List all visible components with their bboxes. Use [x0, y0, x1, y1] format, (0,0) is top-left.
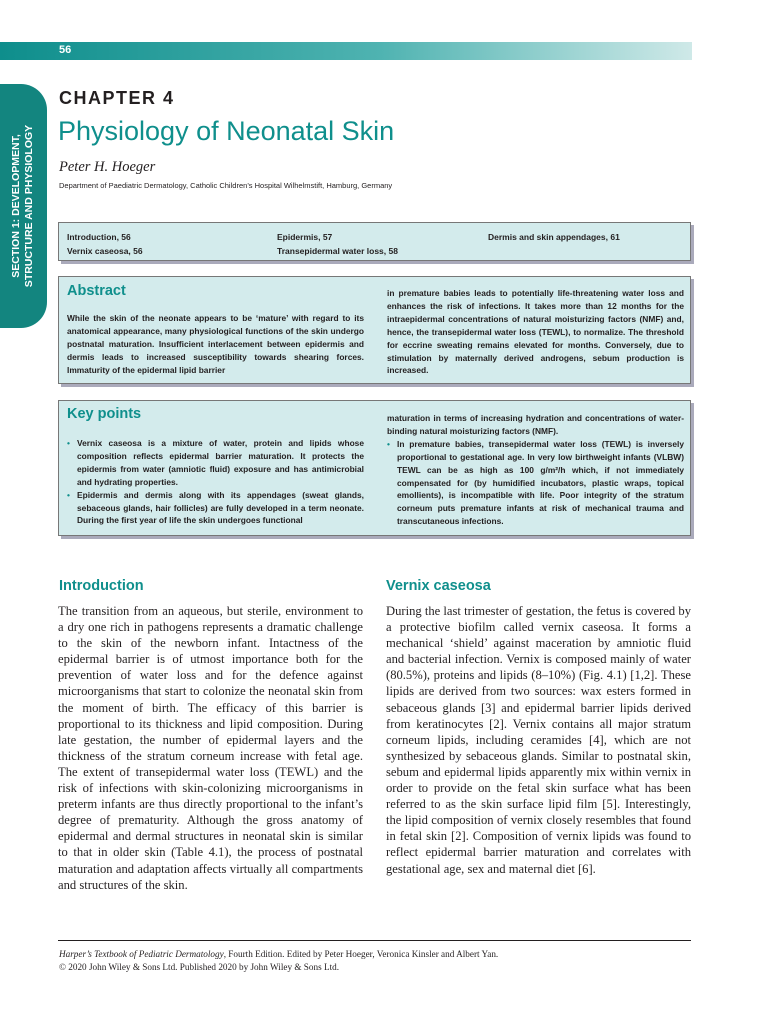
contents-column-2 [277, 230, 398, 258]
abstract-text-right: in premature babies leads to potentially life-threatening water loss and enhances the risk of infections. It takes more than 12 months for the intraepidermal concentrations of natural moisturizing factors (NMF) and, hence, the transepidermal water loss (TEWL), to normalize. The threshold for eccrine sweating remains elevated for months. Conversely, due to stimulation by maternally derived androgens, sebum production is increased. [387, 288, 684, 376]
introduction-text: The transition from an aqueous, but sterile, environment to a dry one rich in pathogens represents a dramatic challenge to the skin of the newborn infant. Intactness of the epidermal barrier is of utmost importance both for the prevention of water loss and for the defence against microorganisms that start to colonize the neonatal skin from the moment of birth. The efficacy of this barrier is proportional to its thickness and lipid composition. During late gestation, the number of epidermal layers and the thickness of the stratum corneum increase with fetal age. The extent of transepidermal water loss (TEWL) and the risk of infections with skin-colonizing microorganisms in preterm infants are thus directly proportional to the infant’s degree of prematurity. Although the gross anatomy of epidermal and dermal structures in neonatal skin is similar to that in older skin (Table 4.1), the process of postnatal maturation and adaptation affects virtually all compartments and structures of the skin. [58, 604, 363, 892]
contents-link-vernix[interactable]: Vernix caseosa, 56 [67, 246, 143, 256]
chapter-contents-box [58, 222, 691, 261]
contents-link-tewl[interactable]: Transepidermal water loss, 58 [277, 246, 398, 256]
key-points-box [58, 400, 691, 536]
header-bar [0, 42, 692, 60]
contents-link-epidermis[interactable]: Epidermis, 57 [277, 232, 333, 242]
contents-column-1 [67, 230, 143, 258]
section-tab-label [10, 86, 36, 326]
key-point-continuation: maturation in terms of increasing hydration and concentrations of water-binding natural moisturizing factors (NMF). [387, 413, 684, 436]
key-point-vernix: • Vernix caseosa is a mixture of water, protein and lipids whose composition reflects epidermal barrier maturation. It protects the epidermis from water (amniotic fluid) exposure and has antimicrobial and hydrating properties. [67, 437, 364, 489]
affiliation: Department of Paediatric Dermatology, Catholic Children’s Hospital Wilhelmstift, Hamburg, Germany [59, 181, 393, 190]
vernix-heading: Vernix caseosa [386, 578, 491, 594]
chapter-title: Physiology of Neonatal Skin [58, 116, 395, 146]
section-tab-line2: STRUCTURE AND PHYSIOLOGY [23, 124, 35, 288]
footer-copyright: © 2020 John Wiley & Sons Ltd. Published 2020 by John Wiley & Sons Ltd. [59, 961, 340, 972]
author: Peter H. Hoeger [59, 159, 156, 175]
chapter-label: CHAPTER 4 [59, 88, 175, 108]
footer-edition: , Fourth Edition. Edited by Peter Hoeger, Veronica Kinsler and Albert Yan. [223, 949, 499, 959]
contents-link-dermis[interactable]: Dermis and skin appendages, 61 [488, 232, 620, 242]
page-number: 56 [59, 44, 72, 56]
key-point-epidermis-dermis: • Epidermis and dermis along with its appendages (sweat glands, sebaceous glands, hair follicles) are fully developed in a term neonate. During the first year of life the skin undergoes functional [67, 489, 364, 528]
abstract-box [58, 276, 691, 384]
contents-link-introduction[interactable]: Introduction, 56 [67, 232, 131, 242]
key-points-right-column [387, 412, 684, 528]
abstract-heading: Abstract [67, 283, 126, 299]
key-point-tewl: • In premature babies, transepidermal water loss (TEWL) is inversely proportional to gestational age. In very low birthweight infants (VLBW) TEWL can be as high as 100 g/m²/h which, if not immediately compensated for (by humidified incubators, plastic wraps, topical emollients), is incompatible with life. Poor integrity of the stratum corneum puts premature infants at risk of mechanical trauma and transcutaneous infections. [387, 438, 684, 528]
contents-column-3 [488, 230, 620, 244]
footer [59, 948, 498, 973]
key-points-list-left [67, 437, 364, 527]
section-tab-line1: SECTION 1: DEVELOPMENT, [10, 134, 22, 278]
key-points-heading: Key points [67, 406, 142, 422]
introduction-heading: Introduction [59, 578, 144, 594]
footer-book-title: Harper’s Textbook of Pediatric Dermatology [59, 949, 224, 959]
footer-divider [58, 940, 691, 941]
key-points-list-right [387, 438, 684, 528]
vernix-text: During the last trimester of gestation, the fetus is covered by a protective biofilm called vernix caseosa. It forms a mechanical ‘shield’ against maceration by amniotic fluid and bacterial infection. Vernix is composed mainly of water (80.5%), proteins and lipids (8–10%) (Fig. 4.1) [1,2]. These lipids are derived from two sources: wax esters formed in sebaceous glands [3] and epidermal barrier lipids derived from keratinocytes [2]. Vernix contains all major stratum corneum lipids, including ceramides [4], which are not synthesized by sebaceous glands. Similar to postnatal skin, sebum and epidermal lipids apparently mix within vernix in order to provide on the fetal skin surface what has been referred to as the skin surface lipid film [5]. Interestingly, the lipid composition of vernix closely resembles that found in fetal skin [2]. Composition of vernix lipids was found to reflect epidermal barrier maturation and correlates with gestational age, sex and maternal diet [6]. [386, 604, 691, 876]
footer-citation [59, 948, 498, 961]
abstract-text-left: While the skin of the neonate appears to be ‘mature’ with regard to its anatomical appearance, many physiological functions of the skin undergo postnatal maturation. Insufficient interlacement between epidermis and dermis leads to increased susceptibility towards shearing forces. Immaturity of the epidermal lipid barrier [67, 313, 364, 375]
